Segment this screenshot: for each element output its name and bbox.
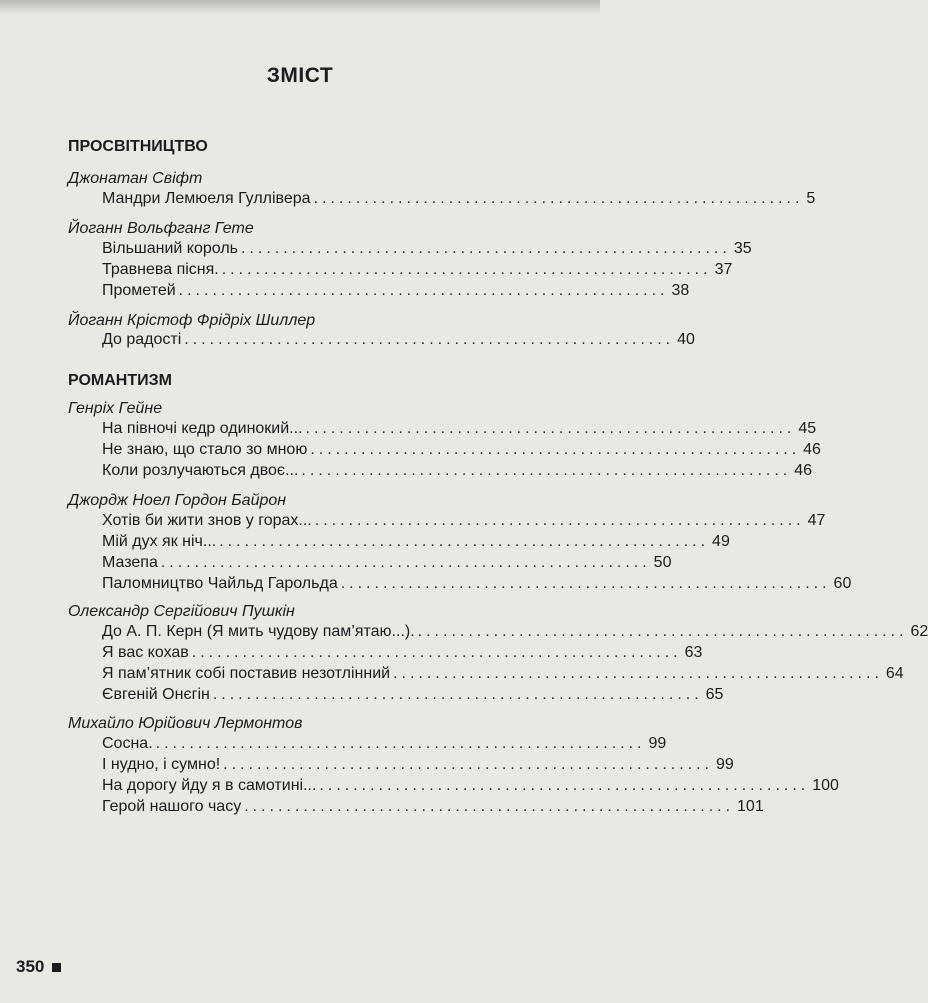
entry-page: 45 bbox=[798, 420, 817, 437]
toc-entry[interactable] bbox=[102, 461, 813, 481]
entry-page: 50 bbox=[653, 554, 672, 571]
author-goethe: Йоганн Вольфганг Гете bbox=[68, 220, 254, 237]
entry-title: І нудно, і сумно! bbox=[102, 756, 221, 773]
dot-leader: .......................................................... bbox=[305, 420, 796, 437]
entry-page: 101 bbox=[737, 798, 764, 815]
entry-title: Мандри Лемюеля Гуллівера bbox=[102, 190, 311, 207]
toc-entry[interactable] bbox=[102, 511, 826, 531]
dot-leader: .......................................................... bbox=[244, 798, 735, 815]
entry-title: Мій дух як ніч... bbox=[102, 533, 217, 550]
entry-title: До А. П. Керн (Я мить чудову пам’ятаю...). bbox=[102, 623, 415, 640]
entry-title: Травнева пісня. bbox=[102, 261, 219, 278]
section-heading-romanticism: РОМАНТИЗМ bbox=[68, 372, 172, 389]
dot-leader: .......................................................... bbox=[160, 554, 651, 571]
entry-page: 38 bbox=[671, 282, 690, 299]
dot-leader: .......................................................... bbox=[301, 462, 792, 479]
entry-page: 35 bbox=[733, 240, 752, 257]
entry-title: Паломництво Чайльд Гарольда bbox=[102, 575, 338, 592]
dot-leader: .......................................................... bbox=[313, 190, 804, 207]
toc-entry[interactable] bbox=[102, 532, 730, 552]
dot-leader: .......................................................... bbox=[212, 686, 703, 703]
dot-leader: .......................................................... bbox=[314, 512, 805, 529]
dot-leader: .......................................................... bbox=[310, 441, 801, 458]
toc-entry[interactable] bbox=[102, 664, 904, 684]
entry-title: Коли розлучаються двоє... bbox=[102, 462, 299, 479]
toc-entry[interactable] bbox=[102, 734, 667, 754]
entry-title: До радості bbox=[102, 331, 182, 348]
entry-page: 46 bbox=[794, 462, 813, 479]
toc-entry[interactable] bbox=[102, 239, 752, 259]
entry-page: 49 bbox=[712, 533, 730, 550]
toc-entry[interactable] bbox=[102, 797, 764, 817]
entry-page: 5 bbox=[806, 190, 816, 207]
entry-page: 63 bbox=[684, 644, 703, 661]
page-number: 350 bbox=[16, 957, 45, 976]
dot-leader: .......................................................... bbox=[393, 665, 883, 682]
page-edge-shadow bbox=[0, 0, 600, 14]
entry-title: На півночі кедр одинокий... bbox=[102, 420, 303, 437]
entry-title: Не знаю, що стало зо мною bbox=[102, 441, 308, 458]
dot-leader: .......................................................... bbox=[340, 575, 831, 592]
toc-entry[interactable] bbox=[102, 330, 695, 350]
author-heine: Генріх Гейне bbox=[68, 400, 163, 417]
entry-title: Хотів би жити знов у горах... bbox=[102, 512, 312, 529]
entry-page: 100 bbox=[812, 777, 839, 794]
author-byron: Джордж Ноел Гордон Байрон bbox=[68, 492, 287, 509]
toc-entry[interactable] bbox=[102, 440, 821, 460]
dot-leader: .......................................................... bbox=[223, 756, 713, 773]
dot-leader: .......................................................... bbox=[178, 282, 669, 299]
author-schiller: Йоганн Крістоф Фрідріх Шиллер bbox=[68, 312, 316, 329]
toc-entry[interactable] bbox=[102, 755, 734, 775]
toc-entry[interactable] bbox=[102, 419, 817, 439]
entry-page: 37 bbox=[714, 261, 733, 278]
dot-leader: .......................................................... bbox=[221, 261, 712, 278]
toc-entry[interactable] bbox=[102, 685, 724, 705]
entry-page: 99 bbox=[648, 735, 667, 752]
toc-entry[interactable] bbox=[102, 281, 690, 301]
dot-leader: .......................................................... bbox=[319, 777, 810, 794]
dot-leader: .......................................................... bbox=[219, 533, 710, 550]
entry-title: Я вас кохав bbox=[102, 644, 189, 661]
page-footer bbox=[16, 957, 61, 977]
toc-entry[interactable] bbox=[102, 553, 672, 573]
toc-entry[interactable] bbox=[102, 574, 852, 594]
entry-page: 60 bbox=[833, 575, 852, 592]
entry-page: 46 bbox=[803, 441, 821, 458]
entry-title: Євгеній Онєгін bbox=[102, 686, 210, 703]
dot-leader: .......................................................... bbox=[191, 644, 682, 661]
section-heading-enlightenment: ПРОСВІТНИЦТВО bbox=[68, 138, 208, 155]
entry-page: 47 bbox=[807, 512, 826, 529]
dot-leader: .......................................................... bbox=[155, 735, 646, 752]
entry-title: Сосна. bbox=[102, 735, 153, 752]
toc-entry[interactable] bbox=[102, 189, 816, 209]
entry-page: 40 bbox=[677, 331, 695, 348]
dot-leader: .......................................................... bbox=[184, 331, 675, 348]
page-title: ЗМІСТ bbox=[266, 64, 334, 87]
author-swift: Джонатан Свіфт bbox=[68, 170, 203, 187]
entry-title: Мазепа bbox=[102, 554, 158, 571]
toc-entry[interactable] bbox=[102, 260, 733, 280]
author-pushkin: Олександр Сергійович Пушкін bbox=[68, 603, 295, 620]
entry-page: 99 bbox=[715, 756, 734, 773]
entry-title: На дорогу йду я в самотині... bbox=[102, 777, 317, 794]
entry-page: 65 bbox=[705, 686, 724, 703]
toc-entry[interactable] bbox=[102, 622, 928, 642]
square-bullet-icon bbox=[52, 963, 61, 972]
entry-title: Я пам’ятник собі поставив незотлінний bbox=[102, 665, 391, 682]
dot-leader: .......................................................... bbox=[240, 240, 731, 257]
author-lermontov: Михайло Юрійович Лермонтов bbox=[68, 715, 303, 732]
entry-page: 62 bbox=[910, 623, 928, 640]
toc-entry[interactable] bbox=[102, 776, 839, 796]
entry-page: 64 bbox=[885, 665, 904, 682]
entry-title: Вільшаний король bbox=[102, 240, 238, 257]
dot-leader: .......................................................... bbox=[417, 623, 908, 640]
entry-title: Прометей bbox=[102, 282, 176, 299]
entry-title: Герой нашого часу bbox=[102, 798, 242, 815]
toc-entry[interactable] bbox=[102, 643, 703, 663]
